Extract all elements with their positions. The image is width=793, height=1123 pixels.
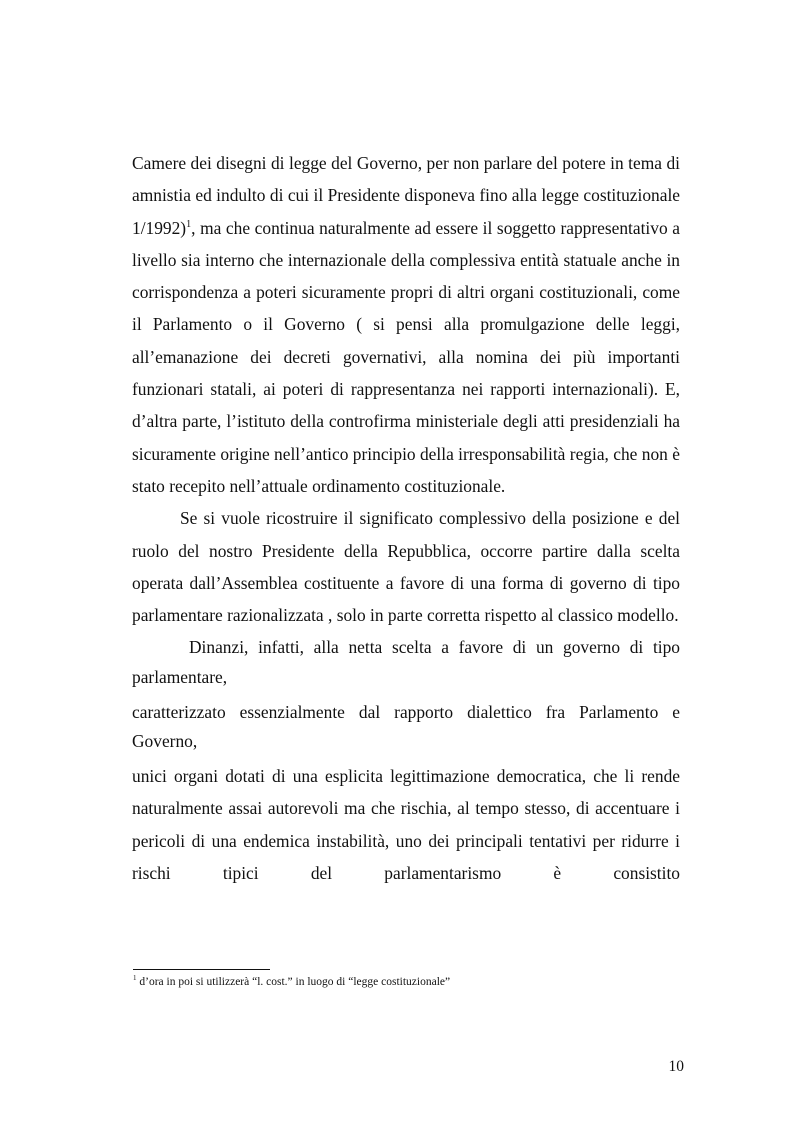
paragraph-1-text-after-note: , ma che continua naturalmente ad essere il soggetto rappresentativo a livello sia interno che internazionale della complessiva entità statuale anche in corrispondenza a poteri sicuramente propri di altri organi costituzionali, come il Parlamento o il Governo ( si pensi alla promulgazione delle leggi, all’emanazione dei decreti governativi, alla nomina dei più importanti funzionari statali, ai poteri di rappresentanza nei rapporti internazionali). E, d’altra parte, l’istituto della controfirma ministeriale degli atti presidenziali ha sicuramente origine nell’antico principio della irresponsabilità regia, che non è stato recepito nell’attuale ordinamento costituzionale. [132, 217, 680, 496]
paragraph-3-line-4: Governo, [132, 731, 198, 752]
paragraph-3-line-1: Dinanzi, infatti, alla netta scelta a favore di un governo di tipo [189, 637, 680, 658]
paragraph-3-continuation: unici organi dotati di una esplicita legittimazione democratica, che li rende naturalmente assai autorevoli ma che rischia, al tempo stesso, di accentuare i pericoli di una endemica instabilità, uno dei principali tentativi per ridurre i rischi tipici del parlamentarismo è consistito [132, 766, 680, 883]
paragraph-1 [132, 147, 680, 502]
paragraph-3-line-3: caratterizzato essenzialmente dal rapporto dialettico fra Parlamento e [132, 701, 680, 722]
footnote-text: d’ora in poi si utilizzerà “l. cost.” in luogo di “legge costituzionale” [136, 976, 451, 988]
paragraph-1-text-before-note: Camere dei disegni di legge del Governo, per non parlare del potere in tema di amnistia ed indulto di cui il Presidente disponeva fino alla legge costituzionale 1/1992) [132, 153, 680, 238]
footnote-reference: 1 [186, 218, 192, 230]
paragraph-3-line-2: parlamentare, [132, 666, 228, 687]
page-number: 10 [668, 1058, 684, 1075]
footnote [133, 974, 673, 990]
footnote-marker: 1 [133, 974, 137, 983]
body-text [132, 147, 680, 889]
paragraph-2: Se si vuole ricostruire il significato complessivo della posizione e del ruolo del nostro Presidente della Repubblica, occorre partire dalla scelta operata dall’Assemblea costituente a favore di una forma di governo di tipo parlamentare razionalizzata , solo in parte corretta rispetto al classico modello. [132, 508, 680, 626]
footnote-separator [133, 969, 270, 970]
